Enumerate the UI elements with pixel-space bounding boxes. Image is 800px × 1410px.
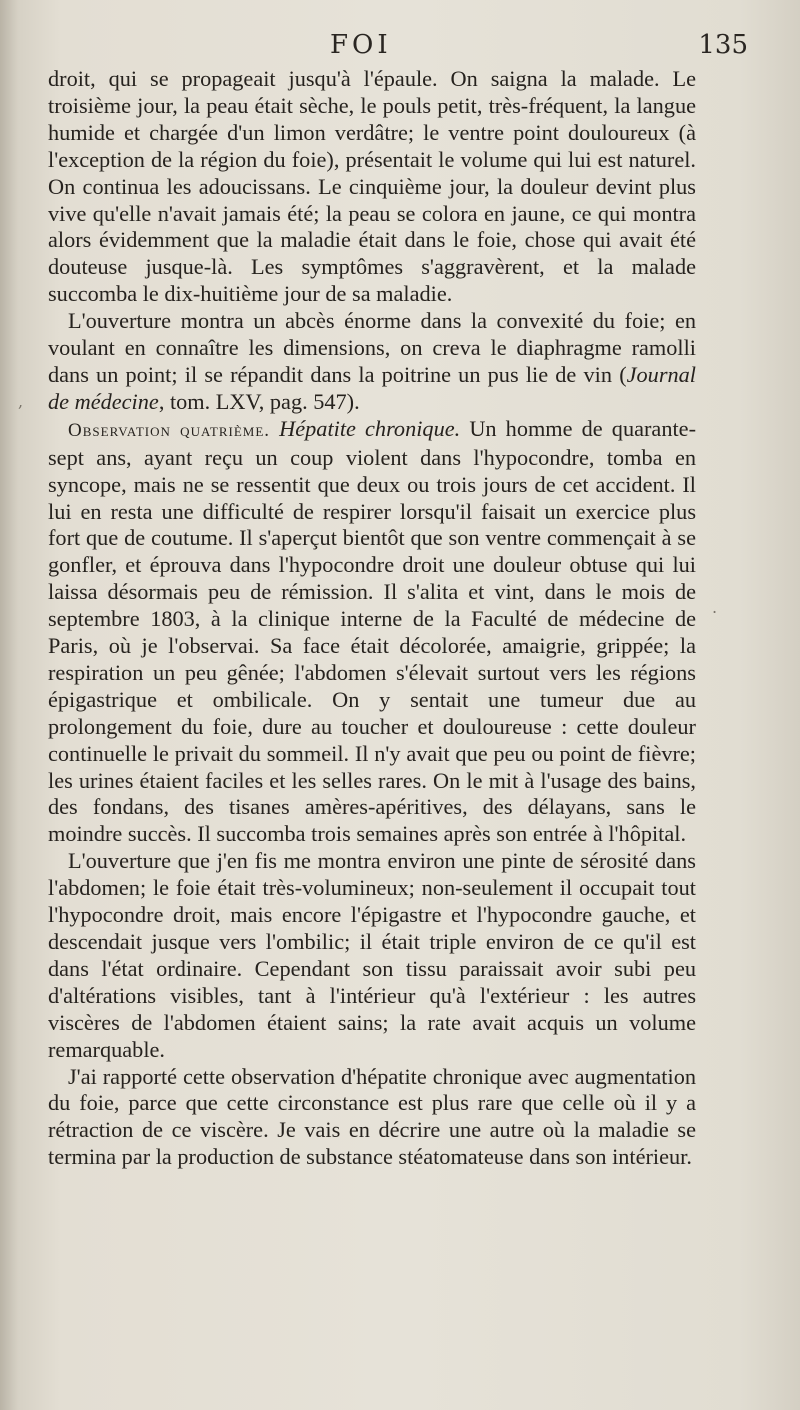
journal-citation: Journal de médecine — [48, 361, 696, 414]
page-header — [48, 30, 748, 66]
observation-title: Hépatite chronique. — [279, 415, 461, 441]
page-number: 135 — [698, 30, 748, 60]
citation-reference: , tom. LXV, pag. 547). — [158, 388, 360, 414]
paragraph-conclusion: J'ai rapporté cette observation d'hépatite chronique avec augmentation du foie, parce que cette circonstance est plus rare que celle où il y a rétraction de ce viscère. Je vais en décrire une autre où la maladie se termina par la production de substance stéatomateuse dans son intérieur. — [48, 1063, 696, 1170]
paragraph-autopsy-liver: L'ouverture que j'en fis me montra environ une pinte de sérosité dans l'abdomen; le foie était très-volumineux; non-seulement il occupait tout l'hypocondre droit, mais encore l'épigastre et l'hypocondre gauche, et descendait jusque vers l'ombilic; il était triple environ de ce qu'il est dans l'état ordinaire. Cependant son tissu paraissait avoir subi peu d'altérations visibles, tant à l'intérieur qu'à l'extérieur : les autres viscères de l'abdomen étaient sains; la rate avait acquis un volume remarquable. — [48, 848, 696, 1062]
paragraph-autopsy-abscess — [48, 308, 696, 416]
running-head: FOI — [330, 30, 392, 60]
observation-label: Observation quatrième. — [68, 419, 271, 441]
paragraph-text: L'ouverture montra un abcès énorme dans la convexité du foie; en voulant en connaître les dimensions, on creva le diaphragme ramolli dans un point; il se répandit dans la poitrine un pus lie de vin ( — [48, 308, 696, 387]
paragraph-continuation: droit, qui se propageait jusqu'à l'épaule. On saigna la malade. Le troisième jour, la peau était sèche, le pouls petit, très-fréquent, la langue humide et chargée d'un limon verdâtre; le ventre point douloureux (à l'exception de la région du foie), présentait le volume qui lui est naturel. On continua les adoucissans. Le cinquième jour, la douleur devint plus vive qu'elle n'avait jamais été; la peau se colora en jaune, ce qui montra alors évidemment que la maladie était dans le foie, chose qui avait été douteuse jusque-là. Les symptômes s'aggravèrent, et la malade succomba le dix-huitième jour de sa maladie. — [48, 66, 696, 307]
observation-body: Un homme de quarante-sept ans, ayant reçu un coup violent dans l'hypocondre, tomba en syncope, mais ne se ressentit que deux ou trois jours de cet accident. Il lui en resta une difficulté de respirer lorsqu'il faisait un exercice plus fort que de coutume. Il s'aperçut bientôt que son ventre commençait à se gonfler, et éprouva dans l'hypocondre droit une douleur obtuse qui lui laissa désormais peu de rémission. Il s'alita et vint, dans le mois de septembre 1803, à la clinique interne de la Faculté de médecine de Paris, où je l'observai. Sa face était décolorée, amaigrie, grippée; la respiration un peu gênée; l'abdomen s'élevait surtout vers les régions épigastrique et ombilicale. On y sentait une tumeur due au prolongement du foie, dure au toucher et douloureuse : cette douleur continuelle le privait du sommeil. Il n'y avait que peu ou point de fièvre; les urines étaient faciles et les selles rares. On le mit à l'usage des bains, des fondans, des tisanes amères-apéritives, des délayans, sans le moindre succès. Il succomba trois semaines après son entrée à l'hôpital. — [48, 415, 696, 847]
main-text — [48, 66, 696, 1171]
observation-four — [48, 416, 696, 849]
margin-dot: . — [712, 598, 718, 617]
margin-mark: , — [18, 392, 24, 411]
